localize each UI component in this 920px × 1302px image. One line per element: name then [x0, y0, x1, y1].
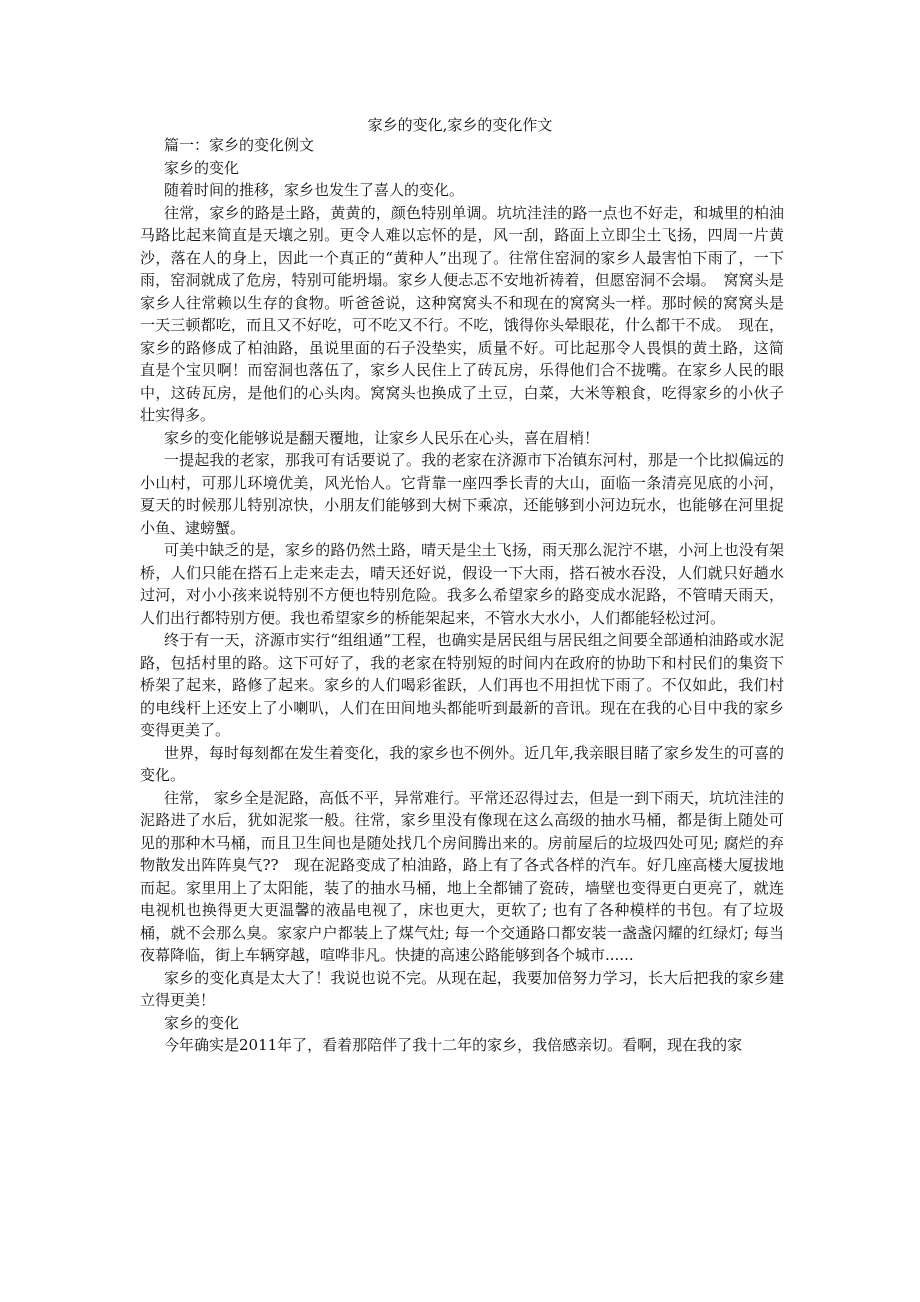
- subheading: 家乡的变化: [164, 1013, 240, 1032]
- paragraph: 家乡的变化能够说是翻天覆地，让家乡人民乐在心头，喜在眉梢！: [164, 428, 600, 447]
- document-body: [140, 134, 784, 1057]
- paragraph: 往常，家乡的路是土路，黄黄的，颜色特别单调。坑坑洼洼的路一点也不好走，和城里的柏油马路比起来简直是天壤之别。更令人难以忘怀的是，风一刮，路面上立即尘土飞扬，四周一片黄沙，落在人的身上，因此一个真正的“黄种人”出现了。往常住窑洞的家乡人最害怕下雨了，一下雨，窑洞就成了危房，特别可能坍塌。家乡人便忐忑不安地祈祷着，但愿窑洞不会塌。 窝窝头是家乡人往常赖以生存的食物。听爸爸说，这种窝窝头不和现在的窝窝头一样。那时候的窝窝头是一天三顿都吃，而且又不好吃，可不吃又不行。不吃，饿得你头晕眼花，什么都干不成。 现在，家乡的路修成了柏油路，虽说里面的石子没垫实，质量不好。可比起那令人畏惧的黄土路，这简直是个宝贝啊！而窑洞也落伍了，家乡人民住上了砖瓦房，乐得他们合不拢嘴。在家乡人民的眼中，这砖瓦房，是他们的心头肉。窝窝头也换成了土豆，白菜，大米等粮食，吃得家乡的小伙子壮实得多。: [140, 203, 784, 424]
- paragraph: 随着时间的推移，家乡也发生了喜人的变化。: [164, 181, 465, 199]
- paragraph: 往常， 家乡全是泥路，高低不平，异常难行。平常还忍得过去，但是一到下雨天，坑坑洼洼的泥路进了水后，犹如泥浆一般。往常，家乡里没有像现在这么高级的抽水马桶，都是街上随处可见的那种木马桶，而且卫生间也是随处找几个房间腾出来的。房前屋后的垃圾四处可见; 腐烂的弃物散发出阵阵臭气?? 现在泥路变成了柏油路，路上有了各式各样的汽车。好几座高楼大厦拔地而起。家里用上了太阳能，装了的抽水马桶，地上全都铺了瓷砖，墙壁也变得更白更亮了，就连电视机也换得更大更温馨的液晶电视了，床也更大，更软了; 也有了各种模样的书包。有了垃圾桶，就不会那么臭。家家户户都装上了煤气灶; 每一个交通路口都安装一盏盏闪耀的红绿灯; 每当夜幕降临，街上车辆穿越，喧哗非凡。快捷的高速公路能够到各个城市......: [140, 788, 784, 964]
- subheading: 家乡的变化: [164, 158, 240, 177]
- paragraph: 可美中缺乏的是，家乡的路仍然土路，晴天是尘土飞扬，雨天那么泥泞不堪，小河上也没有架桥，人们只能在搭石上走来走去，晴天还好说，假设一下大雨，搭石被水吞没，人们就只好趟水过河，对小小孩来说特别不方便也特别危险。我多么希望家乡的路变成水泥路，不管晴天雨天，人们出行都特别方便。我也希望家乡的桥能架起来，不管水大水小，人们都能轻松过河。: [140, 541, 784, 627]
- paragraph: 一提起我的老家，那我可有话要说了。我的老家在济源市下冶镇东河村，那是一个比拟偏远的小山村，可那儿环境优美，风光怡人。它背靠一座四季长青的大山，面临一条清亮见底的小河，夏天的时候那儿特别凉快，小朋友们能够到大树下乘凉，还能够到小河边玩水，也能够在河里捉小鱼、逮螃蟹。: [140, 451, 784, 537]
- paragraph: 终于有一天，济源市实行“组组通”工程，也确实是居民组与居民组之间要全部通柏油路或水泥路，包括村里的路。这下可好了，我的老家在特别短的时间内在政府的协助下和村民们的集资下桥架了起来，路修了起来。家乡的人们喝彩雀跃，人们再也不用担忧下雨了。不仅如此，我们村的电线杆上还安上了小喇叭，人们在田间地头都能听到最新的音讯。现在在我的心目中我的家乡变得更美了。: [140, 631, 784, 739]
- paragraph: 家乡的变化真是太大了！我说也说不完。从现在起，我要加倍努力学习，长大后把我的家乡建立得更美！: [140, 968, 784, 1009]
- section-heading: 篇一：家乡的变化例文: [164, 136, 315, 154]
- document-title: 家乡的变化,家乡的变化作文: [367, 116, 553, 134]
- paragraph: 今年确实是2011年了，看着那陪伴了我十二年的家乡，我倍感亲切。看啊，现在我的家: [164, 1036, 743, 1054]
- paragraph: 世界，每时每刻都在发生着变化，我的家乡也不例外。近几年,我亲眼目睹了家乡发生的可喜的变化。: [140, 743, 784, 784]
